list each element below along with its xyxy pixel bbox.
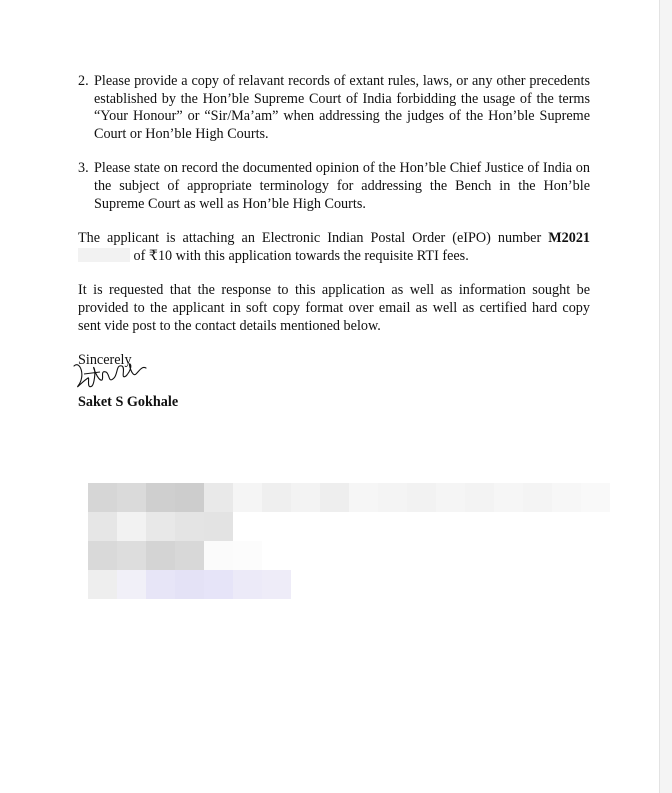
pixel-block	[436, 483, 465, 512]
pixel-block	[117, 570, 146, 599]
redacted-row	[88, 483, 610, 512]
ipo-rest-text: of ₹10 with this application towards the requisite RTI fees.	[133, 247, 469, 264]
pixel-block	[407, 483, 436, 512]
pixel-block	[523, 483, 552, 512]
pixel-block	[291, 483, 320, 512]
pixel-block	[494, 483, 523, 512]
pixel-block	[175, 483, 204, 512]
pixel-block	[88, 512, 117, 541]
item-number: 3.	[78, 160, 89, 177]
pixel-block	[88, 541, 117, 570]
item-text: Please provide a copy of relavant records of extant rules, laws, or any other precedents established by the Hon’ble Supreme Court of India forbidding the usage of the terms “Your Honour” or “Sir/Ma’am” when addressing the judges of the Hon’ble Supreme Court or Hon’ble High Courts.	[94, 73, 590, 142]
handwritten-signature	[70, 356, 150, 396]
pixel-block	[175, 512, 204, 541]
pixel-block	[175, 541, 204, 570]
redacted-row	[88, 570, 610, 599]
pixel-block	[581, 483, 610, 512]
pixel-block	[204, 541, 233, 570]
pixel-block	[88, 570, 117, 599]
pixel-block	[146, 541, 175, 570]
signer-name: Saket S Gokhale	[78, 394, 179, 411]
ipo-lead-text: The applicant is attaching an Electronic Indian Postal Order (eIPO) number	[78, 230, 542, 247]
pixel-block	[552, 483, 581, 512]
request-paragraph: It is requested that the response to this application as well as information sought be provided to the applicant in soft copy format over email as well as certified hard copy sent vide post to the contact details mentioned below.	[78, 282, 590, 334]
request-item	[78, 73, 590, 143]
pixel-block	[262, 483, 291, 512]
pixel-block	[146, 512, 175, 541]
redacted-ipo-digits	[78, 248, 130, 262]
request-item	[78, 160, 590, 213]
letter-body	[78, 73, 590, 414]
pixel-block	[349, 483, 378, 512]
pixel-block	[233, 483, 262, 512]
item-text: Please state on record the documented opinion of the Hon’ble Chief Justice of India on the subject of appropriate terminology for addressing the Bench in the Hon’ble Supreme Court as well as Hon’ble High Courts.	[94, 160, 590, 212]
ipo-paragraph	[78, 230, 590, 265]
pixel-block	[320, 483, 349, 512]
closing-text: Sincerely	[78, 352, 132, 369]
redacted-row	[88, 541, 610, 570]
redacted-row	[88, 512, 610, 541]
pixel-block	[465, 483, 494, 512]
pixel-block	[117, 541, 146, 570]
signature-block	[78, 352, 590, 414]
pixel-block	[146, 570, 175, 599]
pixel-block	[117, 483, 146, 512]
pixel-block	[88, 483, 117, 512]
vertical-scrollbar[interactable]	[659, 0, 672, 793]
item-number: 2.	[78, 73, 89, 89]
pixel-block	[117, 512, 146, 541]
pixel-block	[233, 570, 262, 599]
pixel-block	[233, 541, 262, 570]
pixel-block	[378, 483, 407, 512]
pixel-block	[146, 483, 175, 512]
pixel-block	[262, 570, 291, 599]
pixel-block	[204, 483, 233, 512]
pixel-block	[204, 570, 233, 599]
ipo-number: M2021	[548, 230, 591, 247]
pixel-block	[204, 512, 233, 541]
redacted-contact-details	[88, 483, 610, 599]
pixel-block	[175, 570, 204, 599]
